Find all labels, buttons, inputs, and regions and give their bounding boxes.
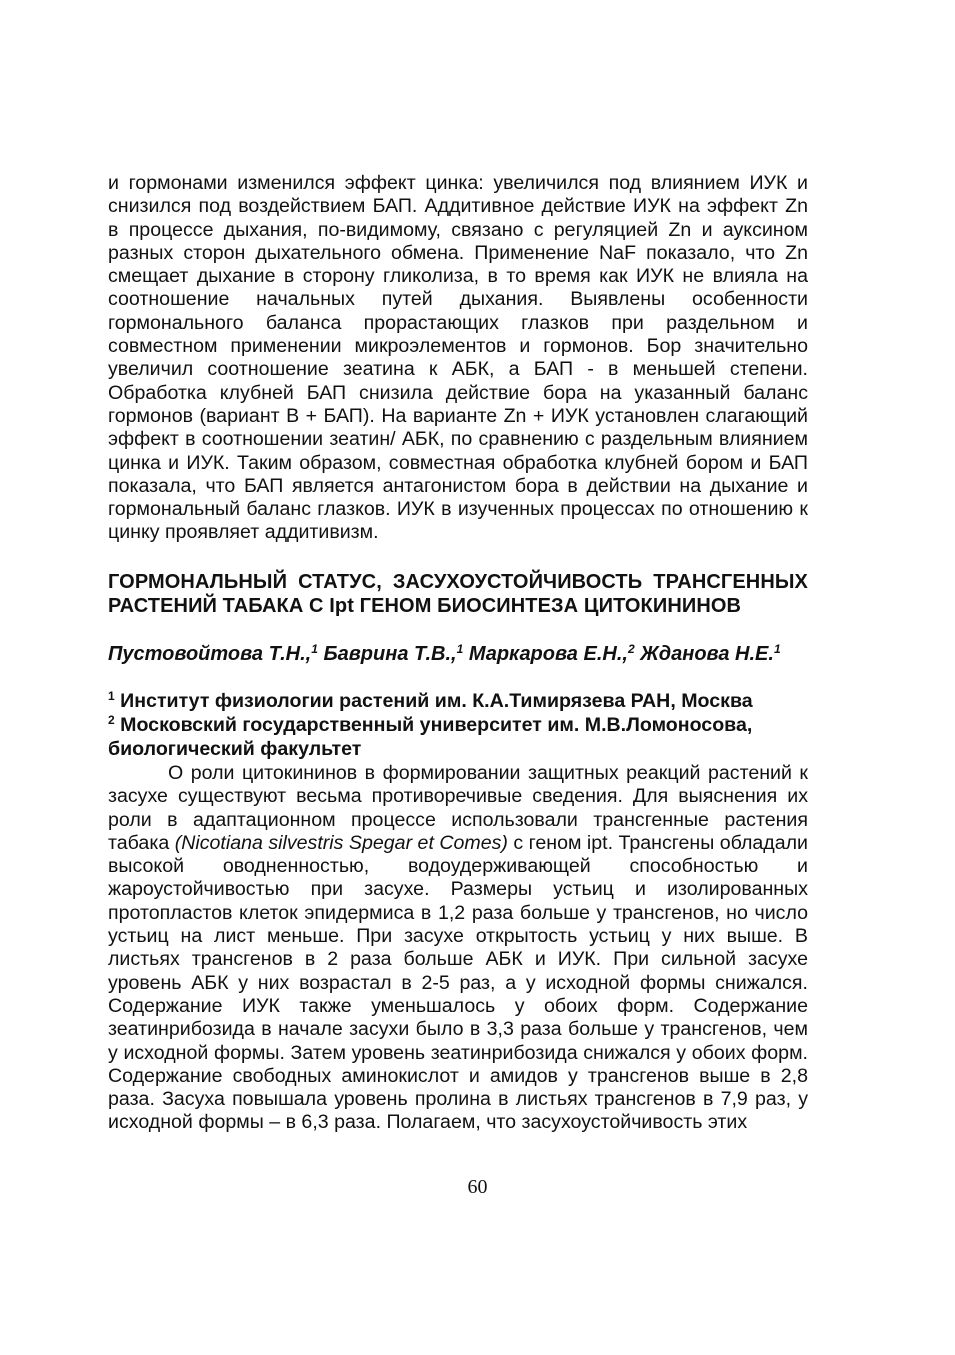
abstract-text: с геном ipt. Трансгены обладали высокой оводненностью, водоудерживающей способностью и жароустойчивостью при засухе. Размеры устьиц и изолированных протопластов клеток эпидермиса в 1,2 раза больше у трансгенов, но число устьиц на лист меньше. При засухе открытость устьиц у них выше. В листьях трансгенов в 2 раза больше АБК и ИУК. При сильной засухе уровень АБК у них возрастал в 2-5 раз, а у исходной формы снижался. Содержание ИУК также уменьшалось у обоих форм. Содержание зеатинрибозида в начале засухи было в 3,3 раза больше у трансгенов, чем у исходной формы. Затем уровень зеатинрибозида снижался у обоих форм. Содержание свободных аминокислот и амидов у трансгенов выше в 2,8 раза. Засуха повышала уровень пролина в листьях трансгенов в 7,9 раз, у исходной формы – в 6,3 раза. Полагаем, что засухоустойчивость этих — [108, 831, 809, 1134]
affiliation — [108, 714, 808, 761]
abstract-text: О роли цитокининов в формировании защитных реакций растений к засухе существуют весьма противоречивые сведения. Для выяснения их роли в адаптационном процессе использовали трансгенные растения табака — [108, 762, 808, 854]
affiliation — [108, 690, 808, 714]
abstract-body — [108, 762, 808, 1135]
affiliation-mark: 2 — [108, 713, 115, 727]
page-number: 60 — [467, 1176, 488, 1198]
affiliation-mark: 1 — [108, 689, 115, 703]
author-list — [108, 643, 808, 667]
paragraph-continued: и гормонами изменился эффект цинка: увеличился под влиянием ИУК и снизился под воздействием БАП. Аддитивное действие ИУК на эффект Zn в процессе дыхания, по-видимому, связано с регуляцией Zn и ауксином разных сторон дыхательного обмена. Применение NaF показало, что Zn смещает дыхание в сторону гликолиза, в то время как ИУК не влияла на соотношение начальных путей дыхания. Выявлены особенности гормонального баланса прорастающих глазков при раздельном и совместном применении микроэлементов и гормонов. Бор значительно увеличил соотношение зеатина к АБК, а БАП - в меньшей степени. Обработка клубней БАП снизила действие бора на указанный баланс гормонов (вариант В + БАП). На варианте Zn + ИУК установлен слагающий эффект в соотношении зеатин/ АБК, по сравнению с раздельным влиянием цинка и ИУК. Таким образом, совместная обработка клубней бором и БАП показала, что БАП является антагонистом бора в действии на дыхание и гормональный баланс глазков. ИУК в изученных процессах по отношению к цинку проявляет аддитивизм. — [108, 172, 808, 544]
author-affiliation-mark: 1 — [456, 642, 464, 656]
author-affiliation-mark: 2 — [627, 642, 635, 656]
article-title: ГОРМОНАЛЬНЫЙ СТАТУС, ЗАСУХОУСТОЙЧИВОСТЬ ТРАНСГЕННЫХ РАСТЕНИЙ ТАБАКА С Ipt ГЕНОМ БИОСИНТЕЗА ЦИТОКИНИНОВ — [108, 571, 808, 617]
author-name: Баврина Т.В., — [323, 643, 457, 665]
author-name: Маркарова Е.Н., — [468, 643, 628, 665]
affiliation-text: Институт физиологии растений им. К.А.Тимирязева РАН, Москва — [120, 690, 753, 712]
author-name: Пустовойтова Т.Н., — [108, 643, 312, 665]
author-affiliation-mark: 1 — [311, 642, 318, 656]
author-affiliation-mark: 1 — [773, 642, 781, 656]
author-name: Жданова Н.Е. — [640, 643, 774, 665]
affiliation-text: Московский государственный университет им. М.В.Ломоносова, биологический факультет — [108, 714, 753, 760]
species-name: (Nicotiana silvestris Spegar et Comes) — [174, 831, 508, 854]
